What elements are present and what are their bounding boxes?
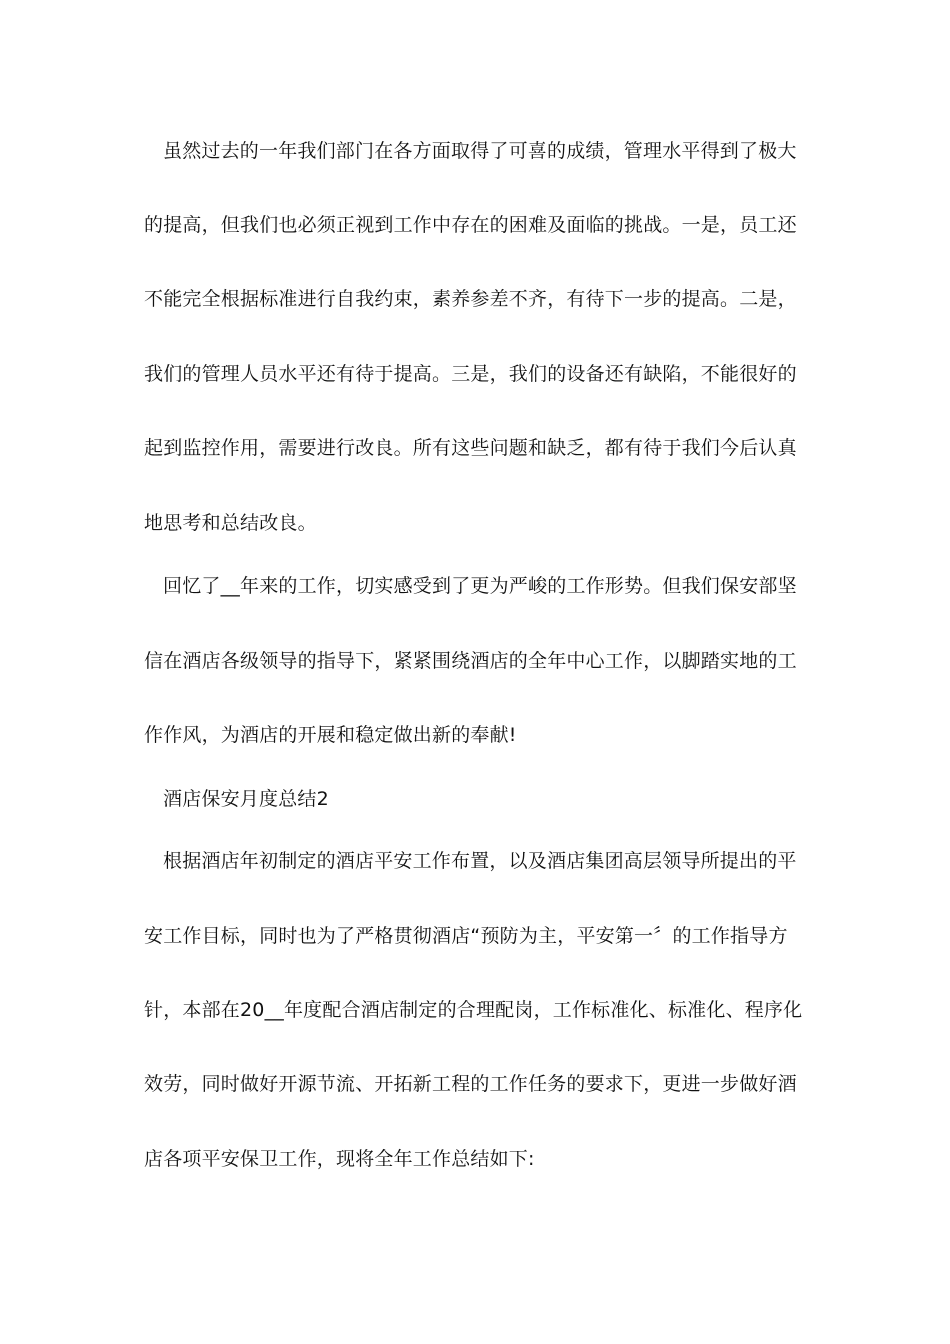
paragraph-line: 地思考和总结改良。 xyxy=(144,512,317,534)
paragraph-line: 我们的管理人员水平还有待于提高。三是，我们的设备还有缺陷，不能很好的 xyxy=(144,363,797,385)
section-heading: 酒店保安月度总结2 xyxy=(163,788,329,810)
paragraph-line: 安工作目标，同时也为了严格贯彻酒店“预防为主，平安第一〞的工作指导方 xyxy=(144,925,788,947)
paragraph-line: 回忆了__年来的工作，切实感受到了更为严峻的工作形势。但我们保安部坚 xyxy=(163,575,797,597)
paragraph-line: 的提高，但我们也必须正视到工作中存在的困难及面临的挑战。一是，员工还 xyxy=(144,214,797,236)
paragraph-line: 虽然过去的一年我们部门在各方面取得了可喜的成绩，管理水平得到了极大 xyxy=(163,140,797,162)
paragraph-line: 作作风，为酒店的开展和稳定做出新的奉献! xyxy=(144,724,517,746)
paragraph-line: 起到监控作用，需要进行改良。所有这些问题和缺乏，都有待于我们今后认真 xyxy=(144,437,797,459)
paragraph-line: 效劳，同时做好开源节流、开拓新工程的工作任务的要求下，更进一步做好酒 xyxy=(144,1073,797,1095)
paragraph-line: 信在酒店各级领导的指导下，紧紧围绕酒店的全年中心工作，以脚踏实地的工 xyxy=(144,650,797,672)
paragraph-line: 针，本部在20__年度配合酒店制定的合理配岗，工作标准化、标准化、程序化 xyxy=(144,999,803,1021)
paragraph-line: 店各项平安保卫工作，现将全年工作总结如下: xyxy=(144,1148,535,1170)
paragraph-line: 根据酒店年初制定的酒店平安工作布置，以及酒店集团高层领导所提出的平 xyxy=(163,850,797,872)
paragraph-line: 不能完全根据标准进行自我约束，素养参差不齐，有待下一步的提高。二是， xyxy=(144,288,797,310)
